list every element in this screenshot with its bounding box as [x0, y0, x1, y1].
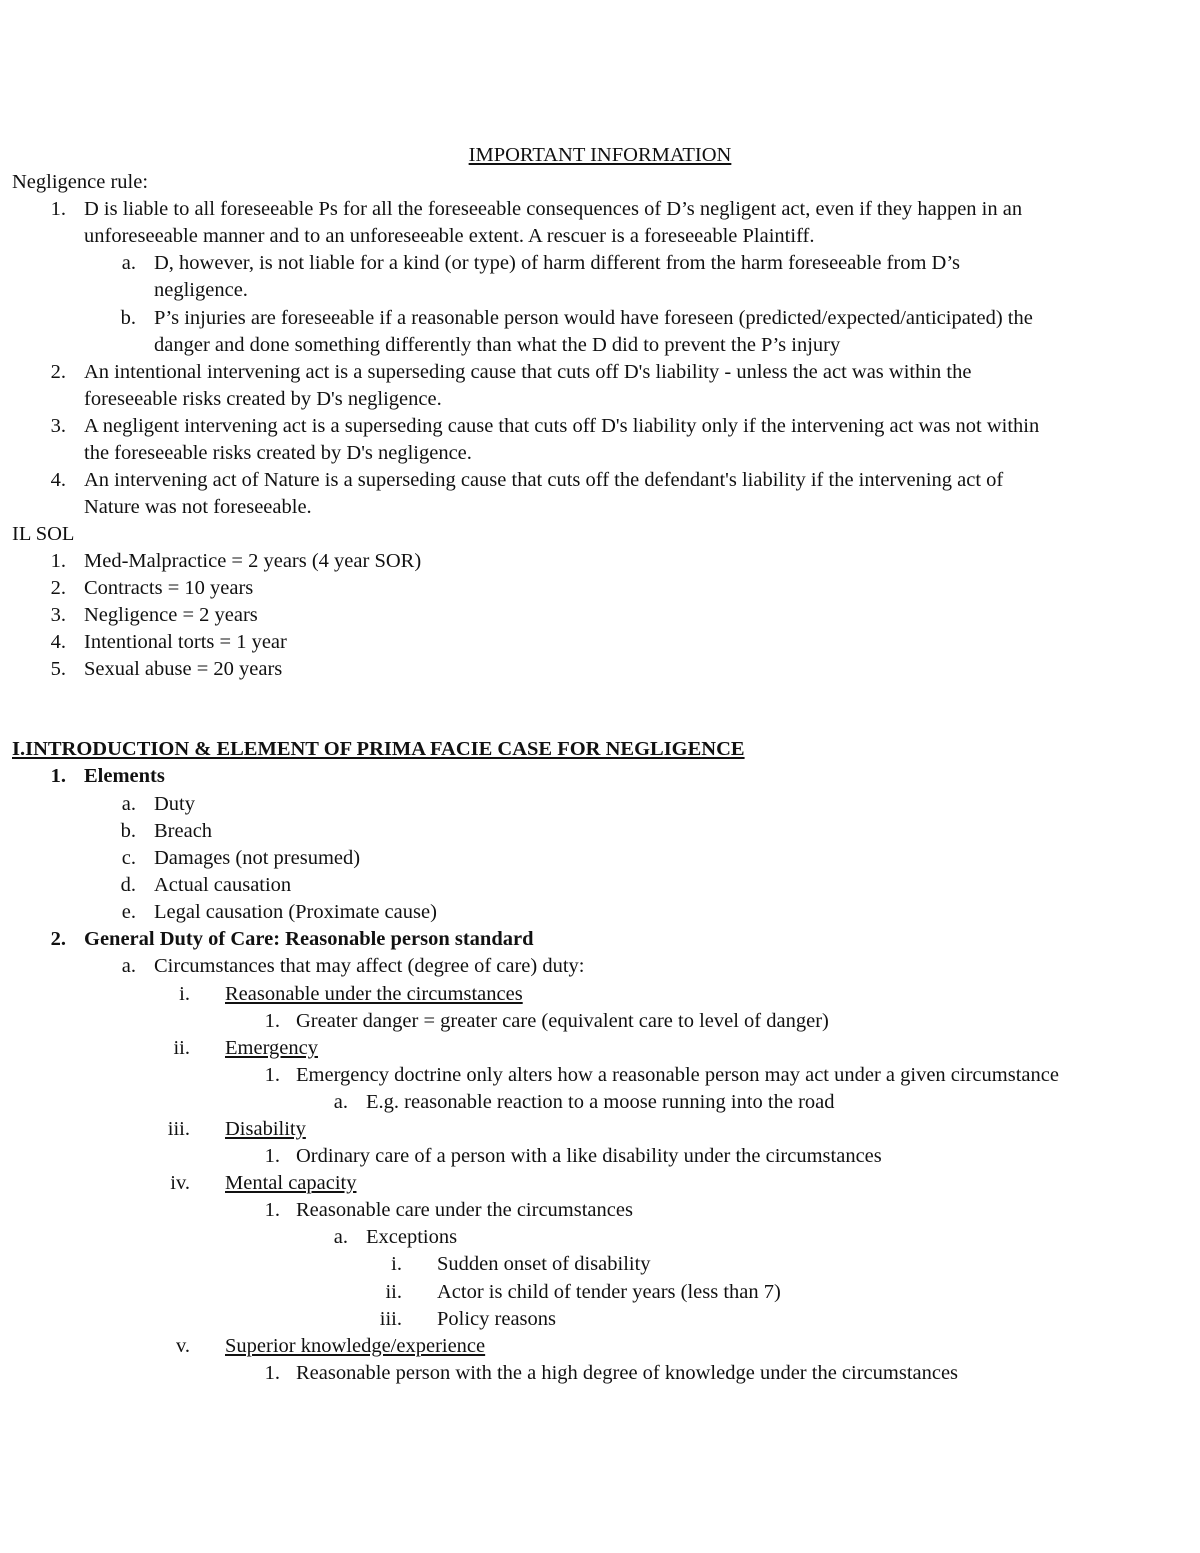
list-item-text: A negligent intervening act is a superseding cause that cuts off D's liability only if the intervening act was not within	[84, 415, 1040, 437]
list-marker: 1.	[50, 765, 66, 787]
list-marker: a.	[333, 1226, 348, 1248]
list-marker: 1.	[264, 1199, 280, 1221]
list-marker: 1.	[264, 1064, 280, 1086]
list-item-text: An intentional intervening act is a superseding cause that cuts off D's liability - unless the act was within the	[84, 361, 972, 383]
sol-item: Sexual abuse = 20 years	[84, 658, 283, 680]
list-marker: 3.	[50, 415, 66, 437]
list-item-text: danger and done something differently than what the D did to prevent the P’s injury	[154, 334, 841, 356]
circumstance-title: Disability	[225, 1118, 306, 1140]
list-item-text: negligence.	[154, 279, 248, 301]
list-marker: 2.	[50, 928, 66, 950]
list-marker: ii.	[173, 1037, 190, 1059]
list-marker: i.	[179, 983, 190, 1005]
exception-item: Policy reasons	[437, 1308, 556, 1330]
list-marker: 1.	[264, 1362, 280, 1384]
circumstance-title: Emergency	[225, 1037, 318, 1059]
duty-heading: General Duty of Care: Reasonable person standard	[84, 928, 534, 950]
circumstance-detail: Ordinary care of a person with a like disability under the circumstances	[296, 1145, 882, 1167]
element-item: Legal causation (Proximate cause)	[154, 901, 437, 923]
list-item-text: An intervening act of Nature is a superseding cause that cuts off the defendant's liability if the intervening act of	[84, 469, 1004, 491]
list-marker: iii.	[167, 1118, 190, 1140]
sol-item: Negligence = 2 years	[84, 604, 258, 626]
sol-item: Intentional torts = 1 year	[84, 631, 287, 653]
list-item-text: Nature was not foreseeable.	[84, 496, 312, 518]
exception-item: Actor is child of tender years (less than 7)	[437, 1281, 781, 1303]
list-marker: b.	[120, 307, 136, 329]
circumstance-detail: Emergency doctrine only alters how a reasonable person may act under a given circumstance	[296, 1064, 1059, 1086]
circumstance-title: Reasonable under the circumstances	[225, 983, 523, 1005]
sol-heading: IL SOL	[12, 523, 75, 545]
list-marker: v.	[175, 1335, 190, 1357]
list-marker: 1.	[50, 550, 66, 572]
circumstance-title: Superior knowledge/experience	[225, 1335, 486, 1357]
list-marker: a.	[333, 1091, 348, 1113]
element-item: Damages (not presumed)	[154, 847, 361, 869]
exception-item: Sudden onset of disability	[437, 1253, 651, 1275]
element-item: Duty	[154, 793, 195, 815]
list-marker: b.	[120, 820, 136, 842]
list-marker: e.	[121, 901, 136, 923]
list-item-text: unforeseeable manner and to an unforeseeable extent. A rescuer is a foreseeable Plaintiff.	[84, 225, 815, 247]
list-marker: 1.	[50, 198, 66, 220]
list-marker: iv.	[170, 1172, 190, 1194]
elements-heading: Elements	[84, 765, 165, 787]
list-item-text: D, however, is not liable for a kind (or type) of harm different from the harm foreseeable from D’s	[154, 252, 960, 274]
duty-circumstances: Circumstances that may affect (degree of care) duty:	[154, 955, 585, 977]
list-marker: a.	[121, 793, 136, 815]
negligence-heading: Negligence rule:	[12, 171, 149, 193]
list-item-text: foreseeable risks created by D's negligence.	[84, 388, 442, 410]
sol-item: Med-Malpractice = 2 years (4 year SOR)	[84, 550, 422, 572]
list-marker: iii.	[379, 1308, 402, 1330]
list-marker: 4.	[50, 631, 66, 653]
list-item-text: P’s injuries are foreseeable if a reasonable person would have foreseen (predicted/expected/anticipated) the	[154, 307, 1033, 329]
list-marker: a.	[121, 955, 136, 977]
list-marker: a.	[121, 252, 136, 274]
circumstance-detail: Reasonable care under the circumstances	[296, 1199, 633, 1221]
circumstance-detail: Reasonable person with the a high degree of knowledge under the circumstances	[296, 1362, 959, 1384]
sol-item: Contracts = 10 years	[84, 577, 254, 599]
list-marker: c.	[121, 847, 136, 869]
element-item: Actual causation	[154, 874, 292, 896]
list-item-text: D is liable to all foreseeable Ps for all the foreseeable consequences of D’s negligent act, even if they happen in an	[84, 198, 1023, 220]
page-title: IMPORTANT INFORMATION	[468, 144, 732, 166]
exceptions-heading: Exceptions	[366, 1226, 458, 1248]
circumstance-detail: Greater danger = greater care (equivalent care to level of danger)	[296, 1010, 829, 1032]
list-marker: d.	[120, 874, 136, 896]
list-marker: 4.	[50, 469, 66, 491]
element-item: Breach	[154, 820, 213, 842]
list-marker: 1.	[264, 1145, 280, 1167]
list-marker: 1.	[264, 1010, 280, 1032]
list-marker: 5.	[50, 658, 66, 680]
list-marker: 3.	[50, 604, 66, 626]
section-heading: I.INTRODUCTION & ELEMENT OF PRIMA FACIE CASE FOR NEGLIGENCE	[12, 738, 745, 760]
circumstance-title: Mental capacity	[225, 1172, 357, 1194]
list-marker: i.	[391, 1253, 402, 1275]
circumstance-example: E.g. reasonable reaction to a moose running into the road	[366, 1091, 835, 1113]
list-marker: ii.	[385, 1281, 402, 1303]
list-marker: 2.	[50, 577, 66, 599]
list-item-text: the foreseeable risks created by D's negligence.	[84, 442, 472, 464]
list-marker: 2.	[50, 361, 66, 383]
